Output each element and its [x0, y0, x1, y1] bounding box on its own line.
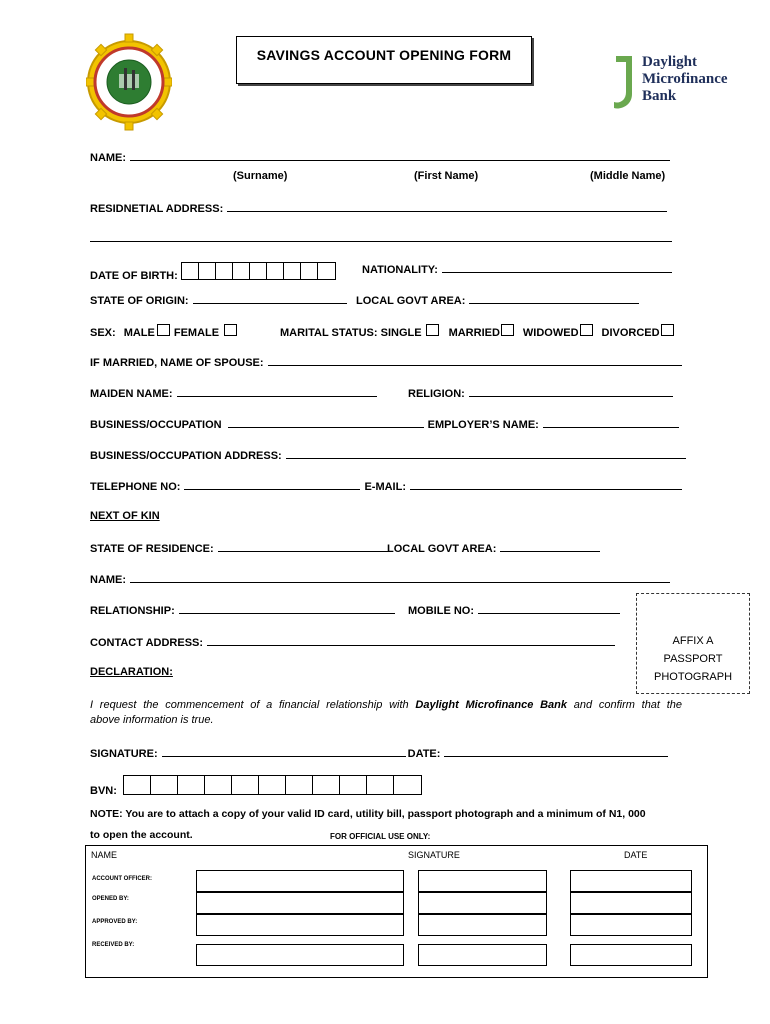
declaration-text-after: and confirm that the — [567, 699, 683, 711]
photo-line-2: PASSPORT — [663, 653, 723, 665]
lga-label: LOCAL GOVT AREA: — [356, 295, 466, 307]
bvn-label: BVN: — [90, 785, 117, 797]
married-label: MARRIED — [448, 327, 500, 339]
middlename-hint: (Middle Name) — [590, 170, 666, 182]
nok-contact-label: CONTACT ADDRESS: — [90, 637, 204, 649]
male-checkbox[interactable] — [157, 324, 170, 336]
state-origin-label: STATE OF ORIGIN: — [90, 295, 189, 307]
official-signature-cell[interactable] — [418, 944, 547, 966]
nok-name-label: NAME: — [90, 574, 127, 586]
official-col-date: DATE — [624, 850, 648, 860]
marital-label: MARITAL STATUS: SINGLE — [280, 327, 422, 339]
declaration-heading: DECLARATION: — [90, 666, 173, 678]
male-label: MALE — [123, 327, 155, 339]
signature-field[interactable] — [162, 746, 406, 757]
nationality-row — [362, 262, 672, 276]
bvn-boxes[interactable] — [123, 775, 422, 795]
nok-relationship-label: RELATIONSHIP: — [90, 605, 175, 617]
official-row-label: RECEIVED BY: — [92, 942, 135, 948]
official-col-name: NAME — [91, 850, 118, 860]
official-use-label: FOR OFFICIAL USE ONLY: — [330, 832, 431, 841]
nok-state-label: STATE OF RESIDENCE: — [90, 543, 214, 555]
sex-label: SEX: — [90, 327, 116, 339]
female-checkbox[interactable] — [224, 324, 237, 336]
cooperative-seal-logo — [86, 32, 172, 132]
official-date-cell[interactable] — [570, 944, 692, 966]
maiden-row — [90, 386, 377, 400]
nok-lga-field[interactable] — [500, 541, 600, 552]
nok-name-row — [90, 572, 670, 586]
signature-label: SIGNATURE: — [90, 748, 158, 760]
state-origin-field[interactable] — [193, 293, 347, 304]
date-field[interactable] — [444, 746, 668, 757]
name-field[interactable] — [130, 150, 670, 161]
form-title-box — [236, 36, 532, 84]
official-row-label: ACCOUNT OFFICER: — [92, 876, 152, 882]
married-checkbox[interactable] — [501, 324, 514, 336]
surname-hint: (Surname) — [233, 170, 288, 182]
occ-address-row — [90, 448, 686, 462]
note-line-2: to open the account. — [90, 829, 193, 841]
spouse-label: IF MARRIED, NAME OF SPOUSE: — [90, 357, 264, 369]
nok-mobile-row — [408, 603, 620, 617]
single-checkbox[interactable] — [426, 324, 439, 336]
daylight-bank-logo — [610, 54, 740, 114]
female-label: FEMALE — [173, 327, 220, 339]
name-row — [90, 150, 670, 164]
declaration-bank-name: Daylight Microfinance Bank — [415, 699, 568, 711]
bank-logo-mark-icon — [610, 54, 636, 112]
occ-address-field[interactable] — [286, 448, 686, 459]
nok-contact-field[interactable] — [207, 635, 615, 646]
firstname-hint: (First Name) — [414, 170, 479, 182]
address-field-line-2[interactable] — [90, 231, 672, 242]
lga-field[interactable] — [469, 293, 639, 304]
widowed-label: WIDOWED — [522, 327, 579, 339]
nationality-field[interactable] — [442, 262, 672, 273]
signature-row — [90, 746, 668, 760]
nok-name-field[interactable] — [130, 572, 670, 583]
dob-label: DATE OF BIRTH: — [90, 270, 178, 282]
widowed-checkbox[interactable] — [580, 324, 593, 336]
brand-line-1: Daylight — [642, 54, 698, 70]
employer-label: EMPLOYER’S NAME: — [427, 419, 539, 431]
occupation-row — [90, 417, 679, 431]
nok-mobile-label: MOBILE NO: — [408, 605, 474, 617]
address-label: RESIDNETIAL ADDRESS: — [90, 203, 224, 215]
photo-line-3: PHOTOGRAPH — [653, 671, 733, 683]
email-label: E-MAIL: — [364, 481, 406, 493]
nationality-label: NATIONALITY: — [362, 264, 438, 276]
brand-line-3: Bank — [642, 88, 677, 104]
dob-row — [90, 262, 336, 282]
official-row-label: OPENED BY: — [92, 896, 129, 902]
telephone-field[interactable] — [184, 479, 360, 490]
nok-relationship-row — [90, 603, 395, 617]
official-date-cell[interactable] — [570, 892, 692, 914]
official-signature-cell[interactable] — [418, 914, 547, 936]
email-field[interactable] — [410, 479, 682, 490]
official-use-table — [85, 845, 708, 978]
declaration-text-line-2: above information is true. — [90, 714, 214, 726]
official-signature-cell[interactable] — [418, 892, 547, 914]
photo-line-1: AFFIX A — [672, 635, 714, 647]
spouse-field[interactable] — [268, 355, 682, 366]
official-name-cell[interactable] — [196, 914, 404, 936]
official-signature-cell[interactable] — [418, 870, 547, 892]
bvn-row — [90, 775, 422, 797]
official-row-label: APPROVED BY: — [92, 919, 138, 925]
official-date-cell[interactable] — [570, 914, 692, 936]
religion-row — [408, 386, 673, 400]
spouse-row — [90, 355, 682, 369]
religion-label: RELIGION: — [408, 388, 465, 400]
telephone-row — [90, 479, 682, 493]
official-date-cell[interactable] — [570, 870, 692, 892]
nok-state-field[interactable] — [218, 541, 388, 552]
maiden-field[interactable] — [177, 386, 377, 397]
nok-state-row — [90, 541, 388, 555]
divorced-checkbox[interactable] — [661, 324, 674, 336]
date-label: DATE: — [407, 748, 441, 760]
dob-boxes[interactable] — [181, 262, 336, 280]
declaration-text-before: I request the commencement of a financial relationship with — [90, 699, 416, 711]
occ-address-label: BUSINESS/OCCUPATION ADDRESS: — [90, 450, 282, 462]
nok-contact-row — [90, 635, 615, 649]
note-line-1: NOTE: You are to attach a copy of your valid ID card, utility bill, passport photograph and a minimum of N1, 000 — [90, 808, 646, 820]
address-row — [90, 201, 667, 215]
form-title: SAVINGS ACCOUNT OPENING FORM — [256, 47, 512, 63]
employer-field[interactable] — [543, 417, 679, 428]
nok-relationship-field[interactable] — [179, 603, 395, 614]
official-name-cell[interactable] — [196, 944, 404, 966]
divorced-label: DIVORCED — [601, 327, 660, 339]
maiden-label: MAIDEN NAME: — [90, 388, 173, 400]
sex-row — [90, 324, 237, 339]
marital-row — [280, 324, 674, 339]
nok-mobile-field[interactable] — [478, 603, 620, 614]
telephone-label: TELEPHONE NO: — [90, 481, 181, 493]
declaration-text-line-1 — [90, 696, 682, 715]
nok-lga-label: LOCAL GOVT AREA: — [387, 543, 497, 555]
nok-lga-row — [387, 541, 600, 555]
next-of-kin-heading: NEXT OF KIN — [90, 510, 160, 522]
official-col-signature: SIGNATURE — [408, 850, 460, 860]
religion-field[interactable] — [469, 386, 673, 397]
official-name-cell[interactable] — [196, 870, 404, 892]
passport-photo-box — [636, 593, 750, 694]
official-name-cell[interactable] — [196, 892, 404, 914]
lga-row — [356, 293, 639, 307]
state-origin-row — [90, 293, 347, 307]
brand-line-2: Microfinance — [642, 71, 728, 87]
occupation-field[interactable] — [228, 417, 424, 428]
name-label: NAME: — [90, 152, 127, 164]
occupation-label: BUSINESS/OCCUPATION — [90, 419, 222, 431]
address-field[interactable] — [227, 201, 667, 212]
